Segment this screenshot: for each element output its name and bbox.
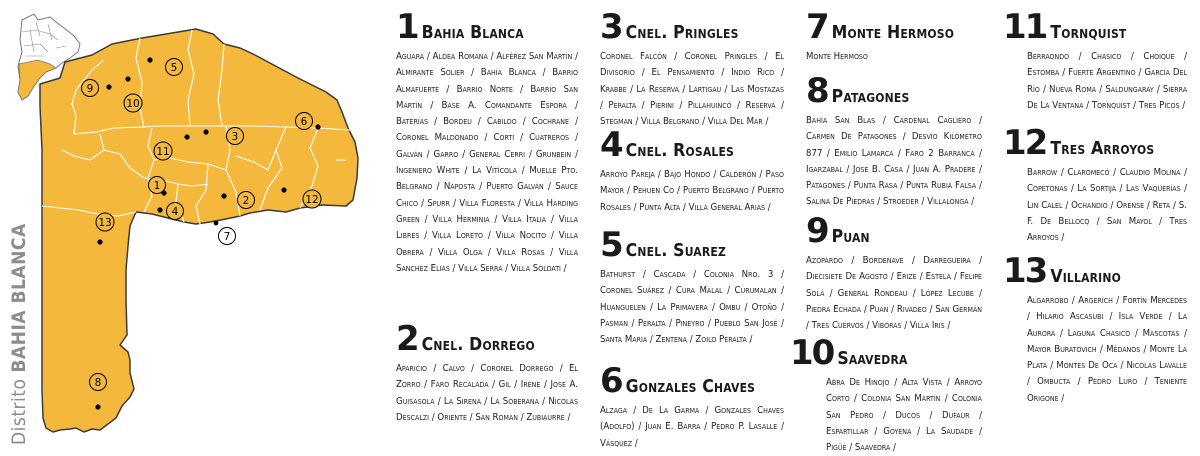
region-name: Puan xyxy=(831,227,870,247)
region-name: Villarino xyxy=(1050,267,1121,287)
marker-label: 6 xyxy=(300,116,308,128)
region-places: Arroyo Pareja / Bajo Hondo / Calderón / Paso Mayor / Pehuen Co / Puerto Belgrano / Puerto Rosales / Punta Alta / Villa General Arias / xyxy=(600,169,784,213)
region-name: Tres Arroyos xyxy=(1050,139,1155,159)
region-name: Bahia Blanca xyxy=(421,23,524,43)
region-name: Monte Hermoso xyxy=(831,23,955,43)
marker-dot xyxy=(315,124,320,129)
region-number: 2 xyxy=(396,319,418,359)
region-saavedra xyxy=(790,333,982,456)
district-label-prefix: Distrito xyxy=(8,378,30,445)
region-places: Coronel Falcón / Coronel Pringles / El Divisorio / El Pensamiento / Indio Rico / Krabbe / La Reserva / Lartigau / Las Mostazas / Peralta / Pierini / Pillahuincó / Reserva / Stegman / Villa Belgrano / Villa Del Mar / xyxy=(600,51,784,128)
region-places: Bathurst / Cascada / Colonia Nro. 3 / Coronel Suárez / Cura Malal / Curumalan / Huanguelen / La Primavera / Ombu / Otoño / Pasman / Peralta / Pineyro / Pueblo San José / Santa Maria / Zentena / Zoilo Peralta / xyxy=(600,269,784,346)
marker-label: 12 xyxy=(305,194,319,206)
region-number: 3 xyxy=(600,7,622,47)
region-tornquist xyxy=(1003,7,1187,114)
marker-label: 10 xyxy=(126,98,140,110)
region-number: 7 xyxy=(806,7,828,47)
marker-dot xyxy=(95,404,100,409)
region-gonzales-chaves xyxy=(600,361,784,452)
marker-dot xyxy=(106,84,111,89)
region-number: 12 xyxy=(1003,123,1047,163)
marker-label: 1 xyxy=(153,180,161,192)
district-map xyxy=(0,0,390,450)
marker-label: 8 xyxy=(94,377,102,389)
marker-dot xyxy=(184,134,189,139)
marker-label: 7 xyxy=(223,231,231,243)
region-places: Azopardo / Bordenave / Darregueira / Diecisiete De Agosto / Erize / Estela / Felipe Solá / General Rondeau / López Lecube / Piedra Echada / Puan / Rivadeo / San Germán / Tres Cuervos / Víboras / Villa Iris / xyxy=(806,255,982,332)
region-places: Algarrobo / Argerich / Fortín Mercedes / Hilario Ascasubi / Isla Verde / La Aurora / Laguna Chasico / Mascotas / Mayor Buratovich / Médanos / Monte La Plata / Montes De Oca / Nicolás Lavalle / Ombucta / Pedro Luro / Teniente Origone / xyxy=(1027,295,1187,404)
marker-label: 2 xyxy=(242,195,250,207)
region-name: Tornquist xyxy=(1050,23,1127,43)
region-number: 10 xyxy=(790,333,834,373)
region-number: 11 xyxy=(1003,7,1047,47)
marker-dot xyxy=(203,129,208,134)
region-name: Cnel. Rosales xyxy=(625,141,735,161)
region-tres-arroyos xyxy=(1003,123,1187,246)
region-number: 9 xyxy=(806,211,828,251)
region-name: Saavedra xyxy=(837,349,908,369)
region-number: 6 xyxy=(600,361,622,401)
region-number: 1 xyxy=(396,7,418,47)
region-patagones xyxy=(806,71,982,211)
marker-label: 4 xyxy=(171,206,179,218)
region-cnel-rosales xyxy=(600,125,784,216)
marker-dot xyxy=(157,207,162,212)
district-label-name: BAHIA BLANCA xyxy=(8,223,30,373)
region-places: Barrow / Claromecó / Claudio Molina / Copetonas / La Sortija / Las Vaquerías / Lin Calel / Ochandio / Orense / Reta / S. F. De Bellocq / San Mayol / Tres Arroyos / xyxy=(1027,167,1187,244)
region-number: 8 xyxy=(806,71,828,111)
region-puan xyxy=(806,211,982,334)
marker-dot xyxy=(221,193,226,198)
marker-label: 3 xyxy=(231,131,239,143)
region-monte-hermoso xyxy=(806,7,982,65)
region-places: Aguara / Aldea Romana / Alférez San Martín / Almirante Solier / Bahía Blanca / Barrio Almafuerte / Barrio Norte / Barrio San Martín / Base A. Comandante Espora / Baterías / Bordeu / Cabildo / Cochrane / Coronel Maldonado / Corti / Cuatreros / Galván / Garro / General Cerri / Grunbein / Ingeniero White / La Vitícola / Muelle Pto. Belgrano / Naposta / Puerto Galván / Sauce Chico / Spurr / Villa Floresta / Villa Harding Green / Villa Herminia / Villa Italia / Villa Libres / Villa Loreto / Villa Nocito / Villa Obrera / Villa Olga / Villa Rosas / Villa Sanchez Elias / Villa Serra / Villa Soldati / xyxy=(396,51,578,274)
region-cnel-suarez xyxy=(600,225,784,348)
region-places: Alzaga / De La Garma / Gonzales Chaves (Adolfo) / Juan E. Barra / Pedro P. Lasalle / Vásquez / xyxy=(600,405,784,449)
region-name: Patagones xyxy=(831,87,910,107)
marker-dot xyxy=(147,57,152,62)
marker-label: 13 xyxy=(98,217,112,229)
region-number: 4 xyxy=(600,125,622,165)
region-villarino xyxy=(1003,251,1187,407)
region-name: Gonzales Chaves xyxy=(625,377,756,397)
region-cnel-dorrego xyxy=(396,319,578,426)
region-places: Aparicio / Calvo / Coronel Dorrego / El Zorro / Faro Recalada / Gil / Irene / Jose A. Guisasola / La Sirena / La Soberana / Nicolas Descalzi / Oriente / San Roman / Zubiaurre / xyxy=(396,363,578,423)
region-cnel-pringles xyxy=(600,7,784,130)
region-name: Cnel. Pringles xyxy=(625,23,739,43)
region-places: Abra De Hinojo / Alta Vista / Arroyo Corto / Colonia San Martín / Colonia San Pedro / Ducos / Dufaur / Espartillar / Goyena / La Saudade / Pigüé / Saavedra / xyxy=(826,377,982,454)
region-places: Berraondo / Chasico / Choique / Estomba / Fuerte Argentino / García Del Río / Nueva Roma / Saldungaray / Sierra De La Ventana / Tornquist / Tres Picos / xyxy=(1027,51,1187,111)
region-bahia-blanca xyxy=(396,7,578,277)
marker-dot xyxy=(214,221,219,226)
marker-dot xyxy=(97,239,102,244)
marker-label: 11 xyxy=(156,146,170,158)
marker-label: 5 xyxy=(170,62,178,74)
region-places: Monte Hermoso xyxy=(806,51,868,62)
marker-label: 9 xyxy=(86,83,94,95)
region-name: Cnel. Dorrego xyxy=(421,335,535,355)
marker-dot xyxy=(281,187,286,192)
marker-dot xyxy=(125,76,130,81)
region-number: 5 xyxy=(600,225,622,265)
region-name: Cnel. Suarez xyxy=(625,241,726,261)
region-number: 13 xyxy=(1003,251,1047,291)
region-places: Bahía San Blas / Cardenal Cagliero / Carmen De Patagones / Desvío Kilómetro 877 / Emilio Lamarca / Faro 2 Barranca / Igarzabal / Jose B. Casa / Juan A. Pradere / Patagones / Punta Rasa / Punta Rubia Falsa / Salina De Piedras / Stroeder / Villalonga / xyxy=(806,115,982,208)
